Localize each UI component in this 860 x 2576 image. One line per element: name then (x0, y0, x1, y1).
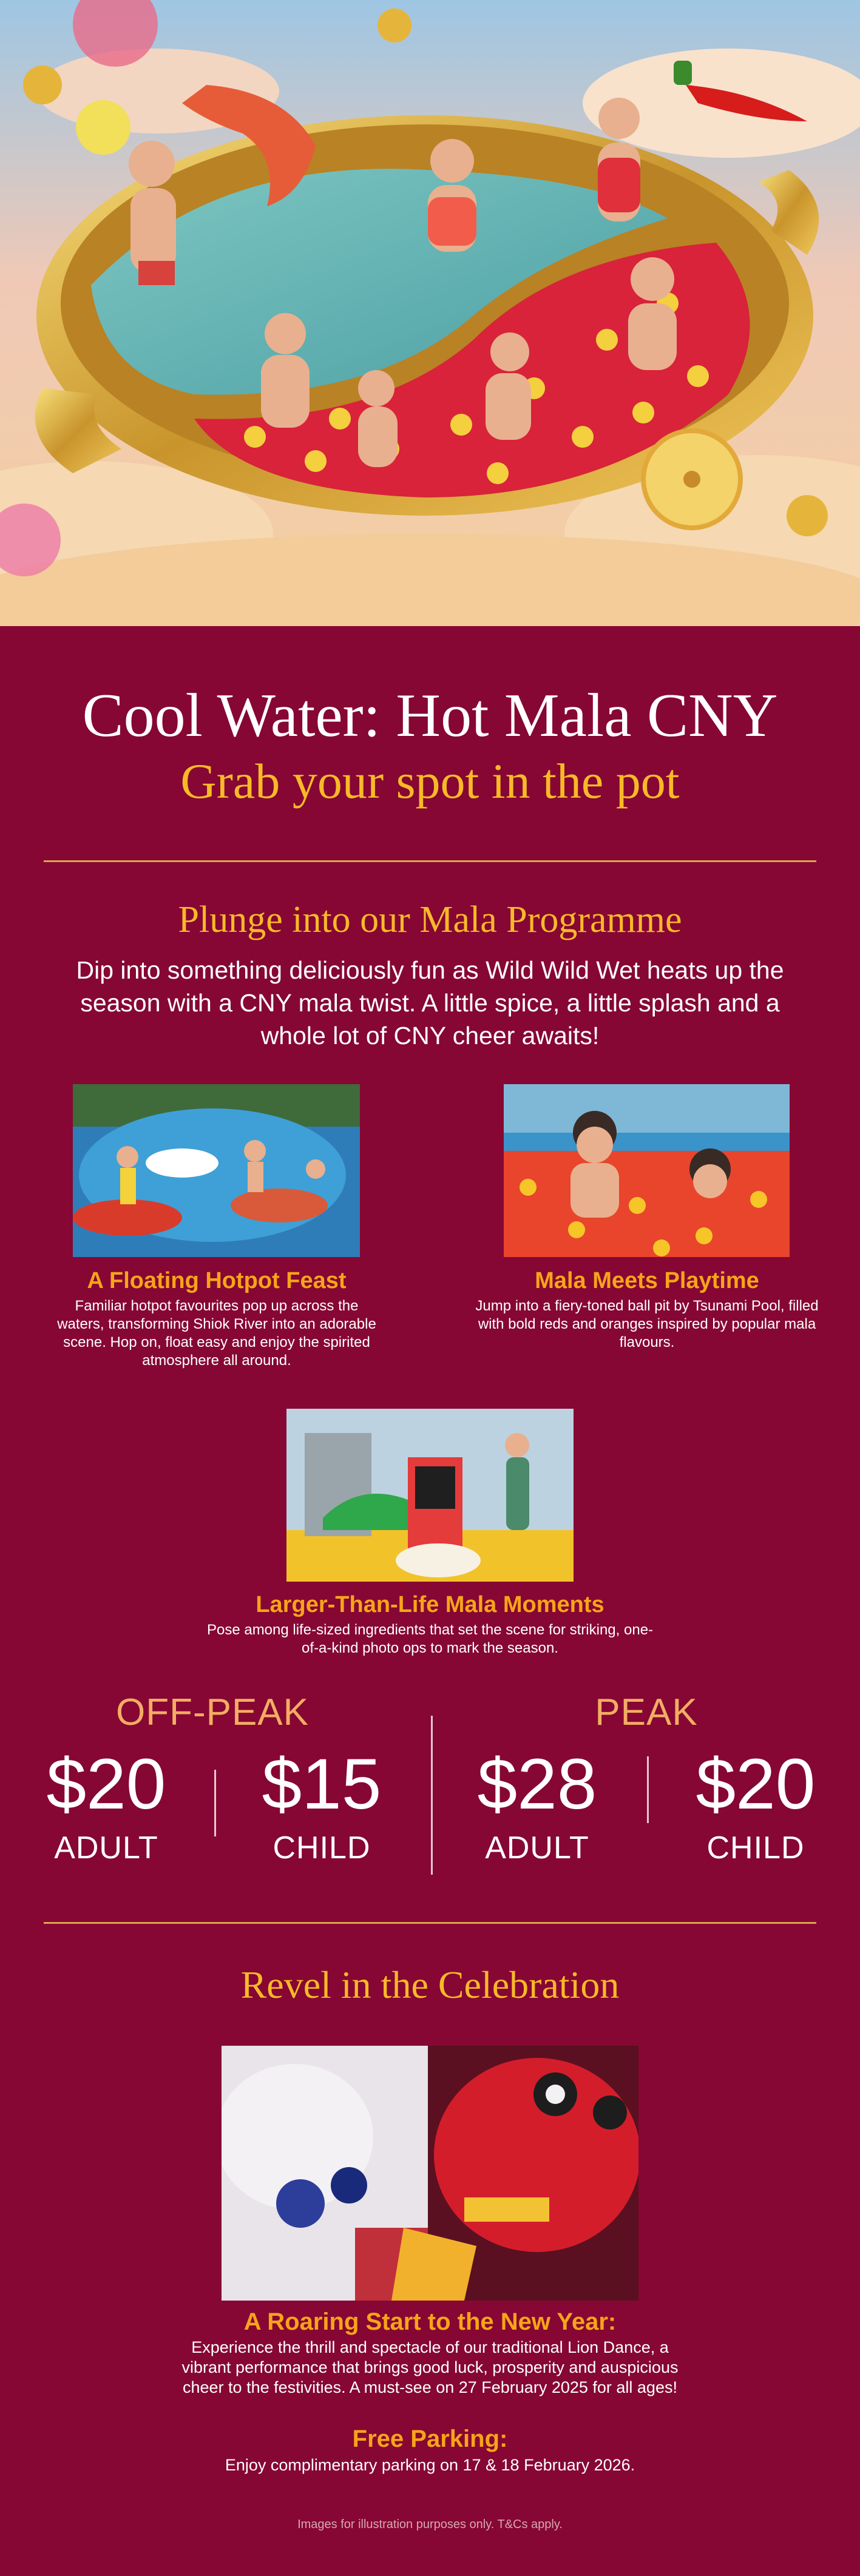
mala-moments-photo (286, 1409, 574, 1582)
offpeak-child-label: CHILD (273, 1830, 371, 1866)
feature-title: Mala Meets Playtime (535, 1268, 759, 1293)
section-divider (44, 1922, 816, 1924)
hero-image (0, 0, 860, 626)
peak-adult-label: ADULT (485, 1830, 589, 1866)
page-subtitle: Grab your spot in the pot (180, 754, 680, 809)
offpeak-child-price: $15 (262, 1744, 382, 1824)
peak-heading: PEAK (595, 1691, 698, 1733)
offpeak-adult-price: $20 (46, 1744, 166, 1824)
feature-desc: Jump into a fiery-toned ball pit by Tsunami Pool, filled with bold reds and oranges inspired by popular mala flavours. (475, 1298, 819, 1350)
feature-title: A Floating Hotpot Feast (87, 1268, 347, 1293)
page-title: Cool Water: Hot Mala CNY (82, 681, 778, 750)
footer-disclaimer: Images for illustration purposes only. T&Cs apply. (297, 2518, 563, 2531)
feature-desc: Familiar hotpot favourites pop up across the waters, transforming Shiok River into an adorable scene. Hop on, float easy and enjoy the spirited atmosphere all around. (57, 1298, 376, 1369)
peak-adult-price: $28 (477, 1744, 597, 1824)
event-title: A Roaring Start to the New Year: (243, 2308, 617, 2335)
intro-heading: Plunge into our Mala Programme (178, 899, 682, 940)
offpeak-adult-label: ADULT (54, 1830, 158, 1866)
parking-desc: Enjoy complimentary parking on 17 & 18 February 2026. (225, 2456, 635, 2474)
feature-title: Larger-Than-Life Mala Moments (256, 1592, 604, 1617)
peak-child-label: CHILD (706, 1830, 805, 1866)
price-separator (214, 1770, 216, 1836)
section-divider (44, 860, 816, 862)
celebration-heading: Revel in the Celebration (240, 1963, 620, 2006)
intro-body: Dip into something deliciously fun as Wild Wild Wet heats up the season with a CNY mala twist. A little spice, a little splash and a whole lot of CNY cheer awaits! (76, 956, 784, 1050)
floating-hotpot-photo (73, 1084, 360, 1257)
tier-separator (431, 1716, 433, 1875)
event-desc: Experience the thrill and spectacle of our traditional Lion Dance, a vibrant performance that brings good luck, prosperity and auspicious cheer to the festivities. A must-see on 27 February 2025 for all ages! (181, 2338, 679, 2396)
feature-desc: Pose among life-sized ingredients that set the scene for striking, one-of-a-kind photo ops to mark the season. (206, 1622, 654, 1656)
peak-child-price: $20 (696, 1744, 816, 1824)
ball-pit-photo (504, 1084, 790, 1257)
offpeak-heading: OFF-PEAK (115, 1691, 310, 1733)
parking-title: Free Parking: (352, 2426, 508, 2452)
price-separator (647, 1756, 649, 1823)
lion-dance-photo (222, 2046, 638, 2301)
